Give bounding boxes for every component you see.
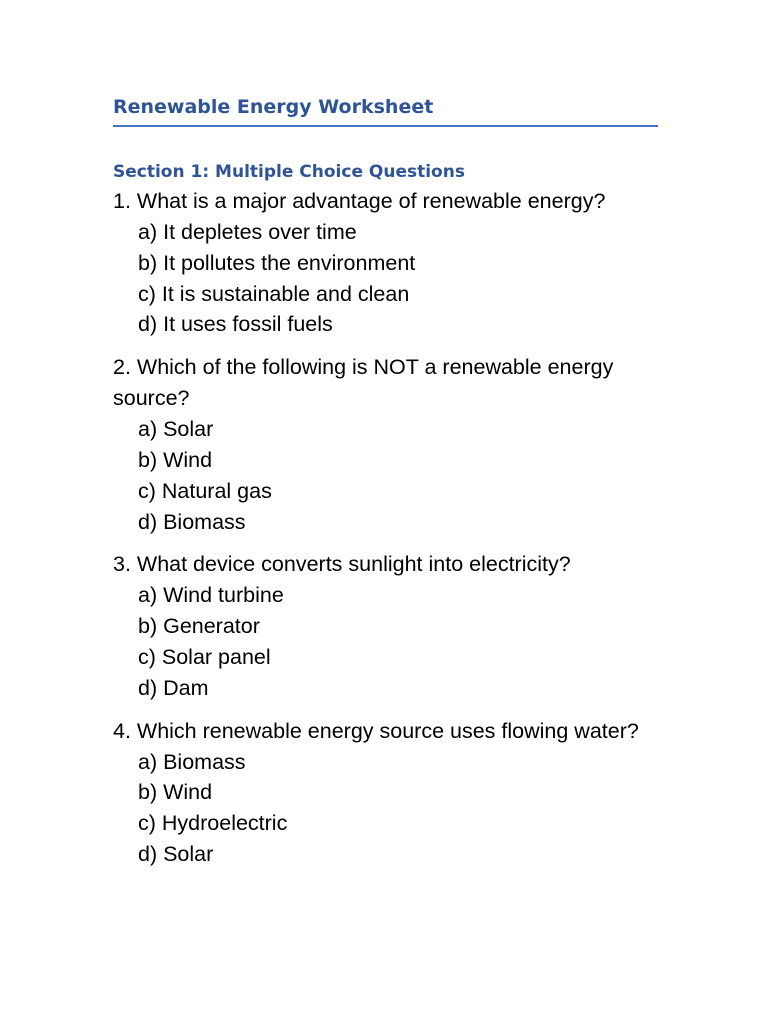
option-b: b) Wind xyxy=(138,447,213,472)
question-text: 3. What device converts sunlight into electricity? xyxy=(113,552,571,577)
option-a: a) It depletes over time xyxy=(138,220,357,244)
option-d: d) Solar xyxy=(138,841,214,866)
option-c: c) Hydroelectric xyxy=(138,811,288,836)
options-list xyxy=(113,217,658,340)
option-c: c) Solar panel xyxy=(138,644,271,669)
option-b: b) It pollutes the environment xyxy=(138,250,416,275)
option-c: c) It is sustainable and clean xyxy=(138,281,410,306)
option-b: b) Wind xyxy=(138,780,213,805)
options-list xyxy=(113,414,658,537)
option-d: d) Biomass xyxy=(138,509,246,534)
document-page xyxy=(113,92,658,882)
section-heading: Section 1: Multiple Choice Questions xyxy=(113,162,465,182)
option-b: b) Generator xyxy=(138,614,260,639)
question-3 xyxy=(113,549,658,703)
options-list xyxy=(113,580,658,703)
option-c: c) Natural gas xyxy=(138,478,272,503)
question-text: 2. Which of the following is NOT a renewable energy source? xyxy=(113,355,614,411)
question-1 xyxy=(113,186,658,340)
question-2 xyxy=(113,352,658,537)
options-list xyxy=(113,747,658,870)
option-d: d) Dam xyxy=(138,675,209,700)
question-4 xyxy=(113,716,658,870)
option-a: a) Biomass xyxy=(138,749,246,774)
document-title: Renewable Energy Worksheet xyxy=(113,92,658,127)
option-d: d) It uses fossil fuels xyxy=(138,312,333,337)
option-a: a) Wind turbine xyxy=(138,583,284,608)
option-a: a) Solar xyxy=(138,417,214,442)
question-text: 4. Which renewable energy source uses flowing water? xyxy=(113,718,639,743)
question-text: 1. What is a major advantage of renewable energy? xyxy=(113,189,606,213)
